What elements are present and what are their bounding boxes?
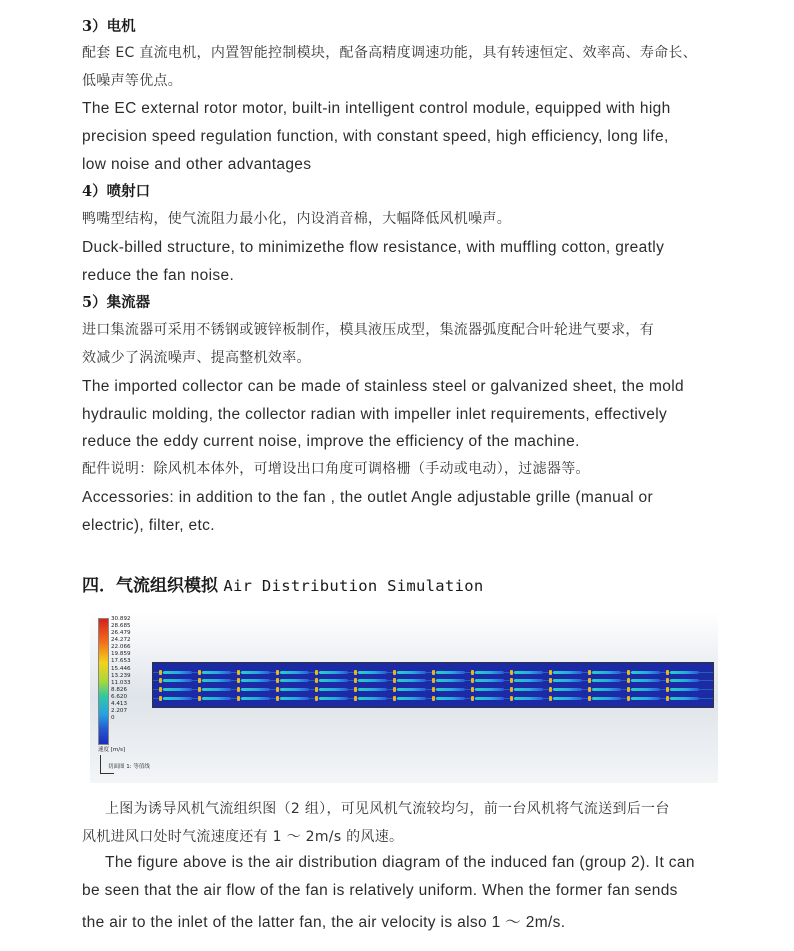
motor-cn-line-1: 配套 EC 直流电机，内置智能控制模块，配备高精度调速功能，具有转速恒定、效率高、寿命长、 [82,45,698,61]
air-jet-streak [631,679,660,682]
induced-fan-marker [159,670,162,675]
induced-fan-marker [276,678,279,683]
induced-fan-marker [393,678,396,683]
induced-fan-marker [471,670,474,675]
induced-fan-marker [588,670,591,675]
air-jet-streak [436,688,465,691]
induced-fan-marker [315,670,318,675]
induced-fan-marker [315,687,318,692]
air-jet-streak [436,679,465,682]
caption-cn-line-1: 上图为诱导风机气流组织图（2 组），可见风机气流较均匀，前一台风机将气流送到后一台 [105,801,670,817]
induced-fan-marker [627,696,630,701]
motor-en-line-1: The EC external rotor motor, built-in intelligent control module, equipped with high [82,100,671,117]
induced-fan-marker [393,696,396,701]
room-flow-field [152,662,714,708]
air-jet-streak [202,697,231,700]
induced-fan-marker [666,687,669,692]
induced-fan-marker [237,687,240,692]
induced-fan-marker [588,687,591,692]
air-jet-streak [670,671,699,674]
air-jet-streak [670,697,699,700]
heading-motor: 3）电机 [82,18,136,35]
air-jet-streak [319,679,348,682]
induced-fan-marker [159,696,162,701]
cut-plot-label: 切面图 1: 等值线 [108,764,150,770]
axis-triad-horizontal [100,773,114,774]
caption-cn-line-2: 风机进风口处时气流速度还有 1 ～ 2m/s 的风速。 [82,829,404,845]
air-jet-streak [397,679,426,682]
air-jet-streak [241,697,270,700]
air-jet-streak [202,688,231,691]
scale-value: 6.620 [111,693,128,700]
caption-en-line-3: the air to the inlet of the latter fan, the air velocity is also 1 ～ 2m/s. [82,914,566,931]
axis-triad-vertical [100,755,101,774]
induced-fan-marker [588,696,591,701]
air-jet-streak [163,688,192,691]
induced-fan-marker [432,687,435,692]
velocity-unit-label: 速度 [m/s] [98,747,126,753]
induced-fan-marker [510,678,513,683]
scale-value: 26.479 [111,630,131,637]
air-jet-streak [631,697,660,700]
induced-fan-marker [627,670,630,675]
collector-cn-line-2: 效减少了涡流噪声、提高整机效率。 [82,350,311,366]
scale-value: 2.207 [111,708,128,715]
scale-value: 30.892 [111,616,131,622]
induced-fan-marker [393,670,396,675]
air-jet-streak [631,671,660,674]
accessories-en-line-1: Accessories: in addition to the fan , the outlet Angle adjustable grille (manual or [82,489,654,506]
caption-en-line-1: The figure above is the air distribution diagram of the induced fan (group 2). It can [105,854,695,871]
air-jet-streak [163,671,192,674]
induced-fan-marker [666,678,669,683]
air-jet-streak [397,697,426,700]
collector-cn-line-1: 进口集流器可采用不锈钢或镀锌板制作，模具液压成型，集流器弧度配合叶轮进气要求，有 [82,322,654,338]
air-jet-streak [202,679,231,682]
induced-fan-marker [627,678,630,683]
scale-value: 17.653 [111,658,131,665]
air-jet-streak [670,688,699,691]
air-jet-streak [280,671,309,674]
air-jet-streak [553,679,582,682]
induced-fan-marker [588,678,591,683]
induced-fan-marker [393,687,396,692]
induced-fan-marker [237,696,240,701]
induced-fan-marker [432,670,435,675]
air-jet-streak [553,688,582,691]
induced-fan-marker [471,678,474,683]
air-jet-streak [436,697,465,700]
induced-fan-marker [510,696,513,701]
section-title-en: Air Distribution Simulation [223,577,484,595]
induced-fan-marker [276,687,279,692]
induced-fan-marker [198,687,201,692]
induced-fan-marker [627,687,630,692]
air-jet-streak [475,679,504,682]
accessories-cn: 配件说明：除风机本体外，可增设出口角度可调格栅（手动或电动），过滤器等。 [82,461,590,477]
induced-fan-marker [510,670,513,675]
air-jet-streak [514,679,543,682]
motor-cn-line-2: 低噪声等优点。 [82,73,183,89]
motor-en-line-2: precision speed regulation function, with constant speed, high efficiency, long life, [82,128,669,145]
induced-fan-marker [237,678,240,683]
scale-value: 19.859 [111,651,131,658]
air-jet-streak [280,697,309,700]
motor-en-line-3: low noise and other advantages [82,156,312,173]
scale-value: 0 [111,715,115,722]
induced-fan-marker [471,696,474,701]
air-jet-streak [670,679,699,682]
induced-fan-marker [198,670,201,675]
air-jet-streak [358,697,387,700]
induced-fan-marker [354,678,357,683]
induced-fan-marker [354,687,357,692]
air-jet-streak [163,679,192,682]
scale-value: 22.066 [111,644,131,651]
induced-fan-marker [549,687,552,692]
induced-fan-marker [198,678,201,683]
induced-fan-marker [432,678,435,683]
induced-fan-marker [276,696,279,701]
air-jet-streak [514,671,543,674]
air-jet-streak [241,671,270,674]
air-jet-streak [397,688,426,691]
air-jet-streak [553,671,582,674]
scale-value: 11.033 [111,679,131,686]
air-jet-streak [241,688,270,691]
air-jet-streak [280,679,309,682]
scale-value: 24.272 [111,637,131,644]
air-jet-streak [241,679,270,682]
heading-collector: 5）集流器 [82,294,151,311]
air-distribution-simulation-figure [90,612,718,783]
air-jet-streak [514,688,543,691]
induced-fan-marker [432,696,435,701]
collector-en-line-2: hydraulic molding, the collector radian with impeller inlet requirements, effectively [82,406,668,423]
induced-fan-marker [354,696,357,701]
section-title-cn: 气流组织模拟 [116,576,218,596]
section-title [82,571,483,596]
air-jet-streak [592,688,621,691]
accessories-en-line-2: electric), filter, etc. [82,517,215,534]
air-jet-streak [397,671,426,674]
air-jet-streak [319,697,348,700]
induced-fan-marker [198,696,201,701]
induced-fan-marker [549,670,552,675]
induced-fan-marker [276,670,279,675]
air-jet-streak [358,671,387,674]
induced-fan-marker [315,678,318,683]
section-number: 四． [82,576,116,596]
nozzle-en-line-2: reduce the fan noise. [82,267,235,284]
collector-en-line-1: The imported collector can be made of stainless steel or galvanized sheet, the mold [82,378,684,395]
induced-fan-marker [237,670,240,675]
scale-value: 8.826 [111,686,128,693]
air-jet-streak [592,671,621,674]
air-jet-streak [436,671,465,674]
induced-fan-marker [666,696,669,701]
induced-fan-marker [315,696,318,701]
air-jet-streak [475,688,504,691]
collector-en-line-3: reduce the eddy current noise, improve the efficiency of the machine. [82,433,580,450]
nozzle-cn-line-1: 鸭嘴型结构，使气流阻力最小化，内设消音棉，大幅降低风机噪声。 [82,211,511,227]
heading-nozzle: 4）喷射口 [82,183,151,200]
induced-fan-marker [471,687,474,692]
induced-fan-marker [159,678,162,683]
velocity-scale-labels [111,616,131,722]
air-jet-streak [592,679,621,682]
induced-fan-marker [549,678,552,683]
air-jet-streak [553,697,582,700]
induced-fan-marker [510,687,513,692]
air-jet-streak [163,697,192,700]
nozzle-en-line-1: Duck-billed structure, to minimizethe flow resistance, with muffling cotton, greatly [82,239,665,256]
air-jet-streak [319,671,348,674]
air-jet-streak [475,671,504,674]
air-jet-streak [319,688,348,691]
air-jet-streak [358,688,387,691]
scale-value: 13.239 [111,672,131,679]
air-jet-streak [514,697,543,700]
induced-fan-marker [549,696,552,701]
air-jet-streak [631,688,660,691]
scale-value: 15.446 [111,665,131,672]
air-jet-streak [475,697,504,700]
induced-fan-marker [354,670,357,675]
air-jet-streak [592,697,621,700]
induced-fan-marker [159,687,162,692]
air-jet-streak [358,679,387,682]
scale-value: 4.413 [111,700,128,707]
air-jet-streak [280,688,309,691]
caption-en-line-2: be seen that the air flow of the fan is relatively uniform. When the former fan sends [82,882,678,899]
induced-fan-marker [666,670,669,675]
velocity-color-scale [98,618,109,745]
scale-value: 28.685 [111,623,131,630]
air-jet-streak [202,671,231,674]
